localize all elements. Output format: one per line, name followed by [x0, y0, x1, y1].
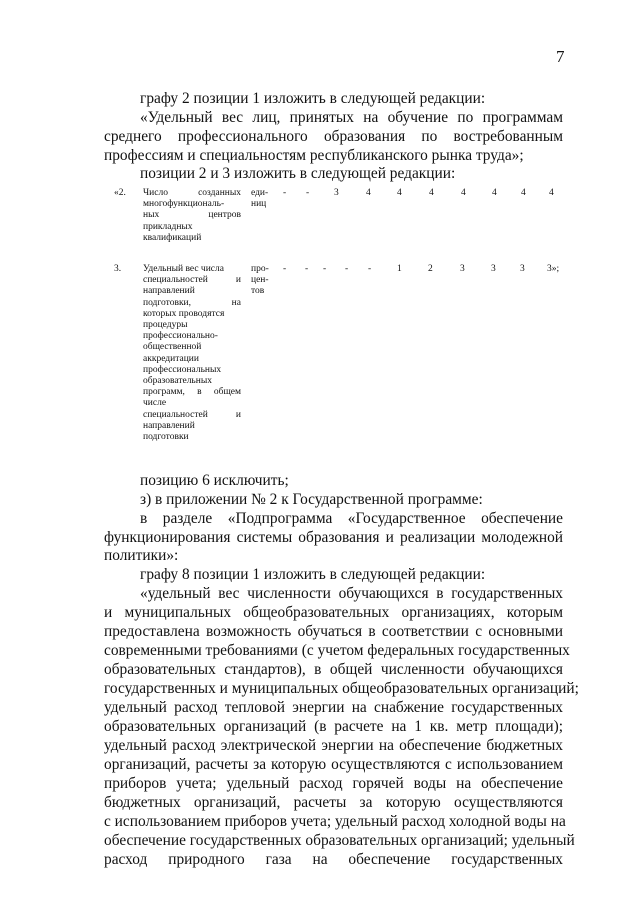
body-line-21: расход природного газа на обеспечение государственных: [104, 851, 563, 868]
intro-line-1: графу 2 позиции 1 изложить в следующей редакции:: [140, 90, 486, 107]
intro-line-2: «Удельный вес лиц, принятых на обучение по программам: [140, 109, 563, 126]
intro-line-3: среднего профессионального образования по востребованным: [104, 128, 563, 145]
body-line-1: позицию 6 исключить;: [140, 472, 289, 489]
page-number: 7: [556, 47, 565, 66]
body-line-11: образовательных стандартов), в общей численности обучающихся: [104, 661, 563, 678]
indicator-name: Удельный вес числа специальностей и направлений подготовки, на которых проводятся процедуры профессионально- общественной аккредитации профессиональных образовательных программ, в общем числе специальностей и направлений подготовки: [143, 264, 241, 443]
body-line-18: бюджетных организаций, расчеты за которую осуществляются: [104, 794, 563, 811]
body-line-19: с использованием приборов учета; удельный расход холодной воды на: [104, 813, 566, 830]
body-line-4: функционирования системы образования и реализации молодежной: [104, 529, 563, 546]
body-line-10: современными требованиями (с учетом федеральных государственных: [104, 642, 570, 659]
body-line-20: обеспечение государственных образовательных организаций; удельный: [104, 832, 575, 849]
body-line-2: з) в приложении № 2 к Государственной программе:: [140, 491, 483, 508]
intro-line-4: профессиям и специальностям республиканского рынка труда»;: [104, 147, 524, 164]
body-line-17: приборов учета; удельный расход горячей воды на обеспечение: [104, 775, 563, 792]
body-line-14: образовательных организаций (в расчете на 1 кв. метр площади);: [104, 718, 563, 735]
unit-of-measure: про- цен- тов: [251, 264, 269, 297]
body-line-15: удельный расход электрической энергии на обеспечение бюджетных: [104, 737, 563, 754]
body-line-12: государственных и муниципальных общеобразовательных организаций;: [104, 680, 579, 697]
body-line-8: и муниципальных общеобразовательных организациях, которым: [104, 604, 563, 621]
body-line-3: в разделе «Подпрограмма «Государственное обеспечение: [140, 510, 563, 527]
intro-line-5: позиции 2 и 3 изложить в следующей редакции:: [140, 165, 456, 182]
position-number: «2.: [114, 188, 126, 198]
body-line-16: организаций, расчеты за которую осуществляются с использованием: [104, 756, 563, 773]
unit-of-measure: еди- ниц: [251, 188, 269, 210]
indicator-name: Число созданных многофункциональ- ных центров прикладных квалификаций: [143, 188, 241, 243]
position-number: 3.: [114, 264, 122, 274]
body-line-9: предоставлена возможность обучаться в соответствии с основными: [104, 623, 563, 640]
body-line-6: графу 8 позиции 1 изложить в следующей редакции:: [140, 566, 486, 583]
body-line-5: политики»:: [104, 547, 179, 564]
body-line-7: «удельный вес численности обучающихся в государственных: [140, 585, 563, 602]
body-line-13: удельный расход тепловой энергии на снабжение государственных: [104, 699, 563, 716]
